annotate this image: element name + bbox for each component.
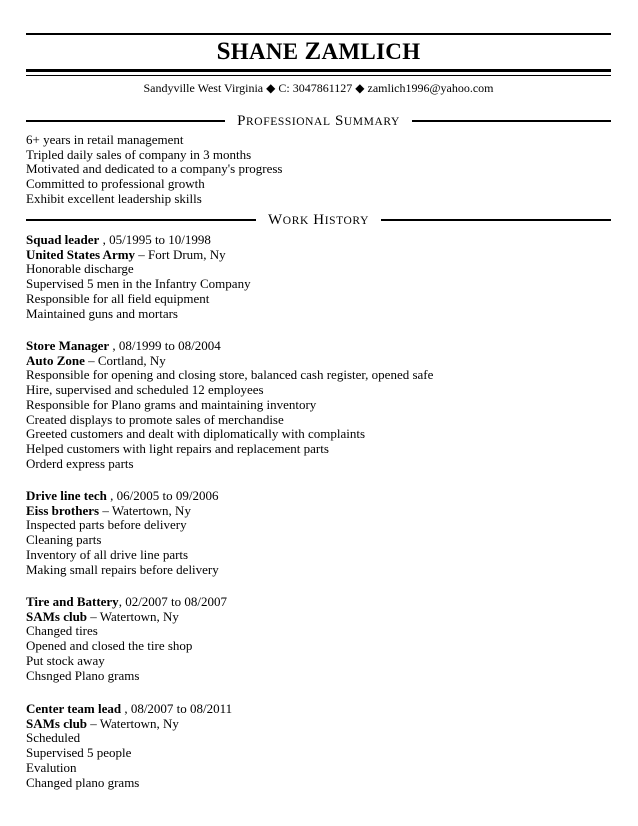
job-duty: Inventory of all drive line parts <box>26 546 189 562</box>
job-location: – Watertown, Ny <box>87 608 179 624</box>
job-duty: Changed plano grams <box>26 774 140 790</box>
job-duty: Changed tires <box>26 623 98 639</box>
job-company-line <box>26 354 611 369</box>
job-title: Drive line tech <box>26 488 107 503</box>
job-company: SAMs club <box>26 715 88 731</box>
job-duty: Orderd express parts <box>26 455 134 471</box>
summary-item: Committed to professional growth <box>26 176 205 192</box>
job-title-line <box>26 595 611 610</box>
job-duty: Honorable discharge <box>26 261 134 277</box>
job-company: United States Army <box>26 246 136 262</box>
job-entry <box>26 339 611 471</box>
job-dates: , 08/1999 to 08/2004 <box>109 338 221 353</box>
contact-location: Sandyville West Virginia <box>143 81 264 95</box>
job-duty: Responsible for opening and closing store, balanced cash register, opened safe <box>26 367 434 383</box>
job-entry <box>26 595 611 683</box>
heading-rule-left <box>26 219 256 221</box>
job-duty: Created displays to promote sales of merchandise <box>26 411 284 427</box>
job-title: Center team lead <box>26 701 122 716</box>
job-duty: Responsible for Plano grams and maintaining inventory <box>26 396 317 412</box>
contact-line <box>26 80 611 96</box>
summary-item: Motivated and dedicated to a company's progress <box>26 161 283 177</box>
job-company: SAMs club <box>26 608 88 624</box>
job-company-line <box>26 504 611 519</box>
diamond-icon: ◆ <box>355 81 365 95</box>
diamond-icon: ◆ <box>266 81 276 95</box>
contact-phone: C: 3047861127 <box>278 81 353 95</box>
name-underline-thick <box>26 69 611 72</box>
heading-rule-right <box>412 120 611 122</box>
job-dates: , 06/2005 to 09/2006 <box>106 488 219 503</box>
job-title-line <box>26 233 611 248</box>
job-duty: Scheduled <box>26 730 81 746</box>
summary-item: Exhibit excellent leadership skills <box>26 190 202 206</box>
name-underline-thin <box>26 75 611 76</box>
job-duty: Put stock away <box>26 652 105 668</box>
job-duty: Helped customers with light repairs and replacement parts <box>26 440 329 456</box>
work-title: WORK HISTORY <box>268 211 369 228</box>
job-title: Squad leader <box>26 232 100 247</box>
job-company-line <box>26 248 611 263</box>
job-dates: , 02/2007 to 08/2007 <box>118 594 228 609</box>
job-title-line <box>26 339 611 354</box>
job-duty: Supervised 5 men in the Infantry Company <box>26 276 251 292</box>
summary-item: Tripled daily sales of company in 3 months <box>26 146 252 162</box>
job-duty: Maintained guns and mortars <box>26 305 178 321</box>
job-location: – Watertown, Ny <box>99 502 191 518</box>
job-entry <box>26 702 611 790</box>
summary-heading <box>26 112 611 130</box>
job-dates: , 08/2007 to 08/2011 <box>121 701 233 716</box>
job-title: Tire and Battery <box>26 594 119 609</box>
job-duty: Responsible for all field equipment <box>26 290 210 306</box>
candidate-name: SHANE ZAMLICH <box>216 38 421 65</box>
job-entry <box>26 489 611 577</box>
job-duty: Cleaning parts <box>26 532 102 548</box>
job-company-line <box>26 610 611 625</box>
job-title: Store Manager <box>26 338 110 353</box>
contact-email: zamlich1996@yahoo.com <box>367 81 494 95</box>
job-company-line <box>26 717 611 732</box>
job-duty: Evalution <box>26 759 77 775</box>
summary-list <box>26 133 611 207</box>
job-company: Eiss brothers <box>26 502 100 518</box>
job-duty: Chsnged Plano grams <box>26 667 140 683</box>
summary-title: PROFESSIONAL SUMMARY <box>237 112 400 129</box>
job-location: – Fort Drum, Ny <box>135 246 226 262</box>
work-heading <box>26 211 611 229</box>
job-duty: Hire, supervised and scheduled 12 employees <box>26 382 264 398</box>
top-rule <box>26 33 611 35</box>
job-title-line <box>26 702 611 717</box>
job-duty: Inspected parts before delivery <box>26 517 187 533</box>
job-title-line <box>26 489 611 504</box>
job-location: – Watertown, Ny <box>87 715 179 731</box>
heading-rule-left <box>26 120 225 122</box>
job-entry <box>26 233 611 321</box>
job-duty: Opened and closed the tire shop <box>26 638 193 654</box>
job-duty: Greeted customers and dealt with diplomatically with complaints <box>26 426 365 442</box>
job-duty: Making small repairs before delivery <box>26 561 219 577</box>
job-dates: , 05/1995 to 10/1998 <box>99 232 211 247</box>
summary-item: 6+ years in retail management <box>26 132 184 147</box>
job-duty: Supervised 5 people <box>26 745 132 761</box>
heading-rule-right <box>381 219 611 221</box>
job-company: Auto Zone <box>26 352 85 368</box>
job-location: – Cortland, Ny <box>84 352 166 368</box>
